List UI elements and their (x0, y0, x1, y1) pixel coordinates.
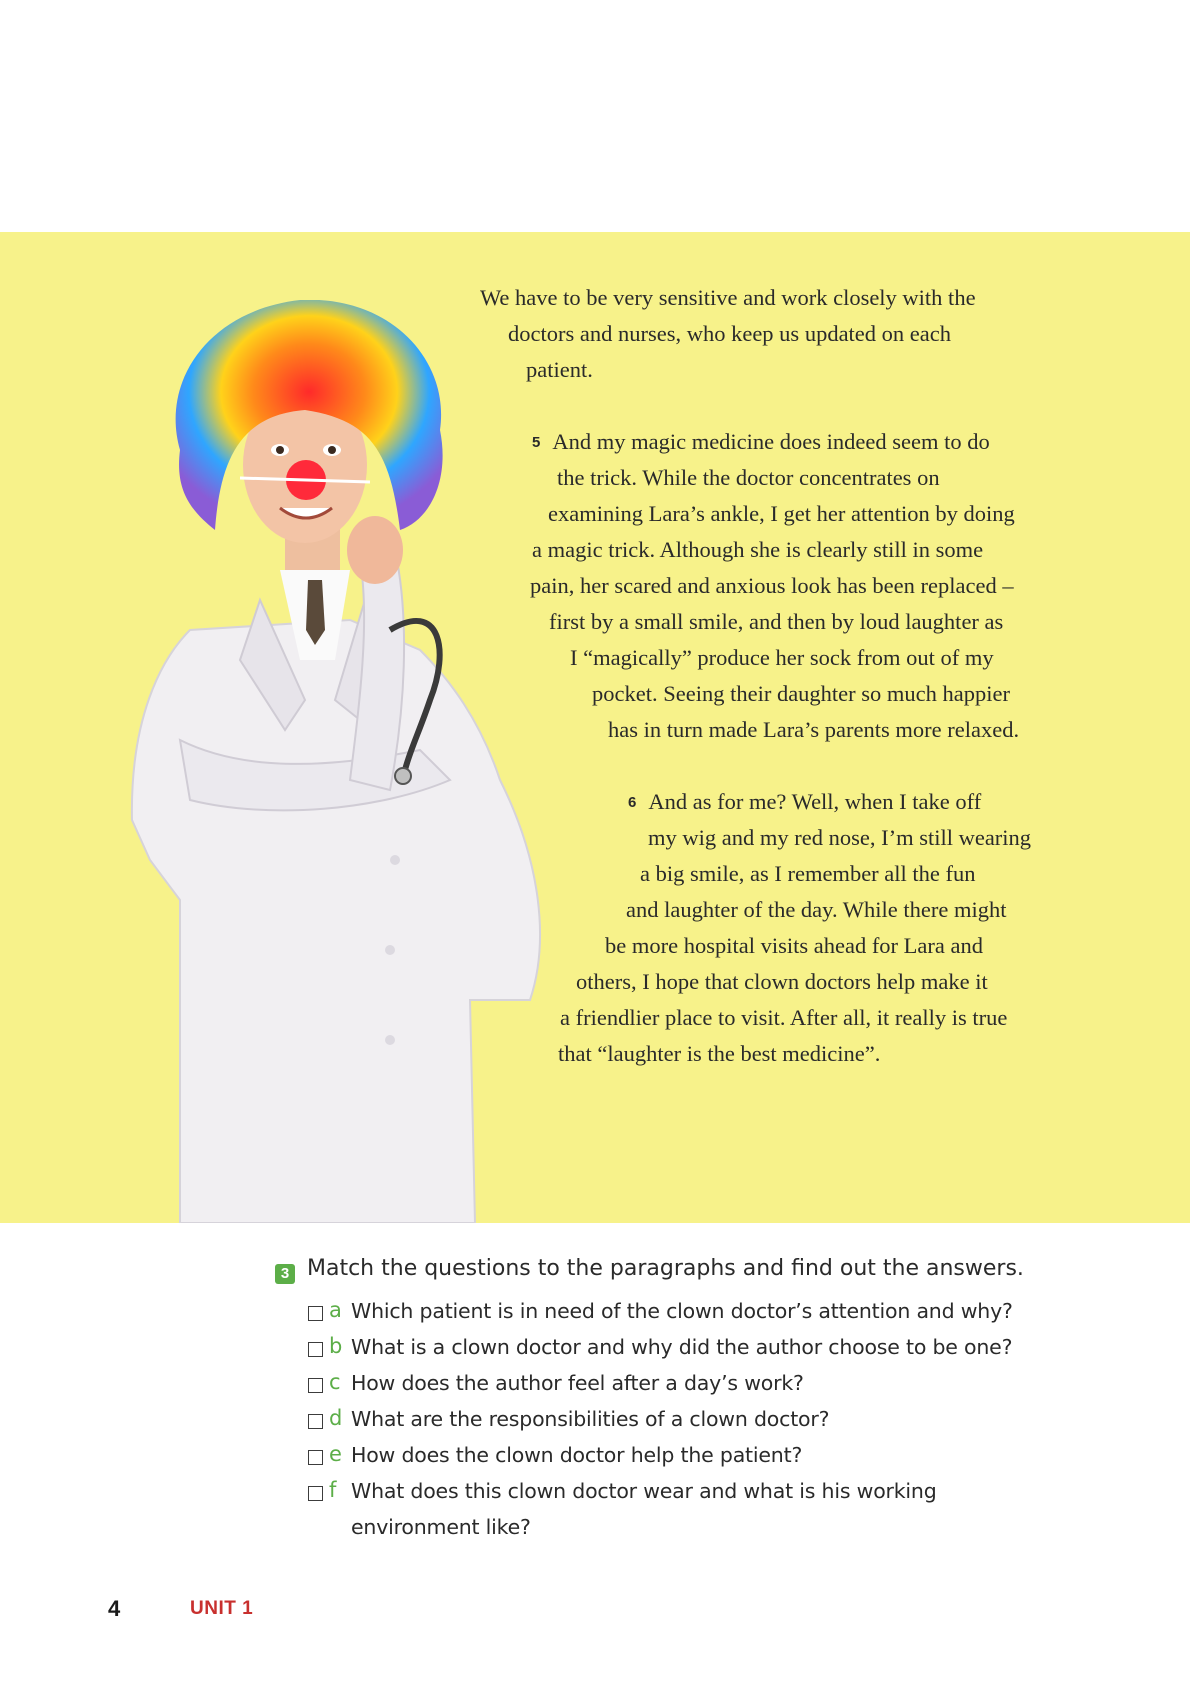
paragraph-line: a big smile, as I remember all the fun (640, 861, 976, 886)
intro-line: patient. (526, 357, 593, 382)
answer-checkbox[interactable] (308, 1414, 323, 1429)
answer-checkbox[interactable] (308, 1306, 323, 1321)
question-text: Which patient is in need of the clown doctor’s attention and why? (351, 1299, 1013, 1323)
question-text: What are the responsibilities of a clown doctor? (351, 1407, 830, 1431)
intro-line: doctors and nurses, who keep us updated on each (508, 321, 952, 346)
page-number: 4 (108, 1596, 121, 1621)
paragraph-line: my wig and my red nose, I’m still wearing (648, 825, 1032, 850)
question-letter: c (329, 1370, 341, 1394)
paragraph-line: And as for me? Well, when I take off (648, 789, 982, 814)
answer-checkbox[interactable] (308, 1486, 323, 1501)
answer-checkbox[interactable] (308, 1450, 323, 1465)
paragraph-line: a friendlier place to visit. After all, it really is true (560, 1005, 1008, 1030)
paragraph-line: examining Lara’s ankle, I get her attention by doing (548, 501, 1015, 526)
paragraph-line: pain, her scared and anxious look has been replaced – (530, 573, 1014, 598)
paragraph-line: has in turn made Lara’s parents more relaxed. (608, 717, 1020, 742)
paragraph-line: and laughter of the day. While there might (626, 897, 1007, 922)
answer-checkbox[interactable] (308, 1378, 323, 1393)
question-letter: f (329, 1478, 337, 1502)
question-letter: e (329, 1442, 342, 1466)
question-letter: b (329, 1334, 343, 1358)
exercise-number-badge: 3 (275, 1264, 295, 1284)
paragraph-number: 5 (532, 434, 541, 451)
paragraph-5-first-line (532, 427, 990, 460)
paragraph-line: the trick. While the doctor concentrates on (557, 465, 940, 490)
paragraph-line: a magic trick. Although she is clearly still in some (532, 537, 984, 562)
question-text: What does this clown doctor wear and what is his working (351, 1479, 937, 1503)
question-text: How does the author feel after a day’s work? (351, 1371, 804, 1395)
question-text: How does the clown doctor help the patient? (351, 1443, 803, 1467)
paragraph-line: pocket. Seeing their daughter so much happier (592, 681, 1010, 706)
paragraph-6-first-line (628, 787, 981, 820)
paragraph-line: that “laughter is the best medicine”. (558, 1041, 881, 1066)
paragraph-line: others, I hope that clown doctors help make it (576, 969, 988, 994)
paragraph-number: 6 (628, 794, 637, 811)
paragraph-line: first by a small smile, and then by loud laughter as (549, 609, 1004, 634)
question-text: What is a clown doctor and why did the author choose to be one? (351, 1335, 1013, 1359)
exercise-instruction: Match the questions to the paragraphs and find out the answers. (307, 1256, 1024, 1281)
paragraph-line: I “magically” produce her sock from out of my (570, 645, 994, 670)
paragraph-line: be more hospital visits ahead for Lara and (605, 933, 983, 958)
intro-line: We have to be very sensitive and work closely with the (480, 285, 976, 310)
unit-label: UNIT 1 (190, 1598, 254, 1619)
question-text-continuation: environment like? (351, 1515, 531, 1539)
question-letter: a (329, 1298, 342, 1322)
answer-checkbox[interactable] (308, 1342, 323, 1357)
question-letter: d (329, 1406, 343, 1430)
paragraph-line: And my magic medicine does indeed seem to do (552, 429, 990, 454)
